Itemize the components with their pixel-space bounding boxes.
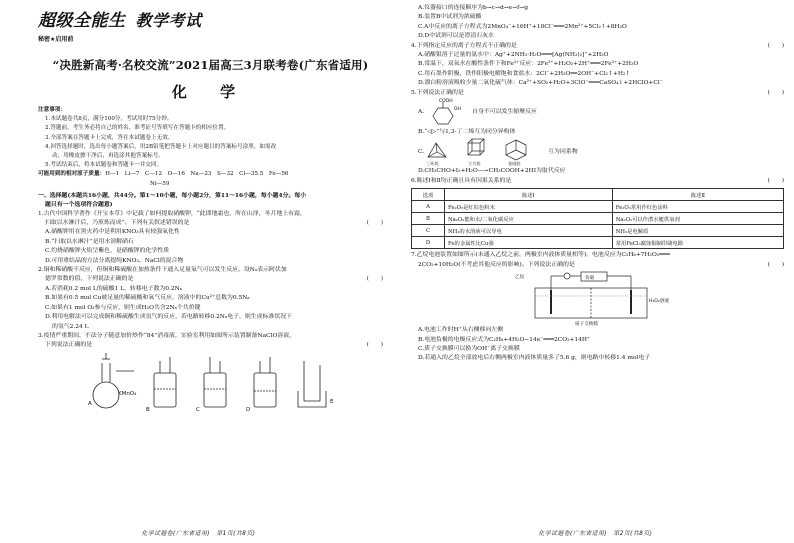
table-row: A Fe₂O₃是红棕色粉末 Fe₂O₃常用作红色涂料 <box>412 201 784 213</box>
brand-subtitle: 教学考试 <box>135 11 202 30</box>
option-label: C. <box>418 148 425 155</box>
atomic-mass-label: 可能用到的相对原子质量： <box>38 171 106 178</box>
note-item: 2.答题前，考生务必将自己的姓名、准考证号等填写在答题卡的相应位置。 <box>45 125 230 132</box>
fig7-label-membrane: 质子交换膜 <box>575 322 598 327</box>
fig-label-c: C <box>196 406 200 413</box>
option: B.电池负极的电极反应式为C₂H₆+4H₂O−14e⁻═══2CO₂+14H⁺ <box>418 336 591 343</box>
svg-text:金刚烷: 金刚烷 <box>508 161 521 167</box>
question-5: 5.下列说法正确的是 ( ) <box>411 89 784 98</box>
flask-a-icon <box>93 382 119 408</box>
table-header-row <box>412 189 784 201</box>
option: C.灼烧硝酸钾火焰呈紫色，是硝酸钾的化学性质 <box>45 248 169 255</box>
subject-title: 化 学 <box>171 83 250 101</box>
option: A.电池工作时H⁺从右侧移向左侧 <box>418 327 504 334</box>
option: B.常温下，双氧水在酸性条件下和Fe²⁺反应：2Fe²⁺+H₂O₂+2H⁺═══2Fe³⁺+2H₂O <box>418 61 639 68</box>
table-row: B Na₂O₂能和水/二氧化碳反应 Na₂O₂可以作潜水艇供氧剂 <box>412 213 784 225</box>
question-4: 4.下列指定反应的离子方程式不正确的是 ( ) <box>411 42 784 51</box>
q6-table <box>411 188 784 249</box>
question-3-cont: 下列说法正确的是 ( ) <box>38 341 383 350</box>
option-cont: 的氢气2.24 L <box>52 323 89 330</box>
question-1-cont: 扫取以水淋汁后，乃煎炼而成”。下列有关叙述错误的是 ( ) <box>38 219 383 228</box>
option: A.仪器接口的连接顺序为b→c→d→e→f→g <box>418 5 528 11</box>
section-heading: 一、选择题(本题共16小题，共44分。第1～10小题，每小题2分，第11～16小题，每小题4分。每小 <box>38 191 307 199</box>
bottle-c-icon <box>204 373 226 407</box>
exam-page-2 <box>397 0 794 543</box>
option: A.硝酸钾用在黑火药中是利用KNO₃具有较强氧化性 <box>45 229 180 236</box>
ammeter-icon <box>564 273 570 279</box>
fig7-label-h2o2: H₂O₂溶液 <box>649 299 669 305</box>
brand-logo-text: 超级全能生 <box>38 11 126 31</box>
option-text: 自身不可以发生缩聚反应 <box>472 109 537 116</box>
bottle-b-icon <box>154 373 176 407</box>
fig7-label-load: 负载 <box>585 276 595 282</box>
option: D.CH₃CHO+I₂+H₂O—→CH₃COOH+2HI为取代反应 <box>418 168 566 175</box>
notes-heading: 注意事项： <box>38 107 66 113</box>
question-7: 7.乙烷电池装置如图所示(未通入乙烷之前，两极室内液体质量相等)，电池反应为C₂H₆+7H₂O₂═══ <box>411 252 670 259</box>
svg-text:三环烷: 三环烷 <box>426 161 439 167</box>
answer-paren: ( ) <box>767 42 784 49</box>
option: B.“扫取以水淋汁”是用水溶解硝石 <box>45 238 134 245</box>
option: D.利用电解法可以完成铜和稀硫酸生成氢气的反应，若电路转移0.2Nₐ电子，则生成标准状况下 <box>45 314 293 321</box>
option: C.质子交换膜可以换为OH⁻离子交换膜 <box>418 345 520 352</box>
answer-paren: ( ) <box>767 89 784 96</box>
option: B.“◁▷”与1,3-丁二烯互为同分异构体 <box>418 129 516 136</box>
option: D.漂白粉溶液吸收少量二氧化硫气体：Ca²⁺+SO₂+H₂O+3ClO⁻═══CaSO₄↓+2HClO+Cl⁻ <box>418 80 663 87</box>
apparatus-figure <box>58 351 388 413</box>
fig7-label-ethane: 乙烷 <box>515 275 525 281</box>
table-header: 陈述Ⅱ <box>612 189 783 201</box>
svg-text:COOH: COOH <box>439 99 453 105</box>
note-item: 动，用橡皮擦干净后，再选涂其他答案标号。 <box>52 153 164 160</box>
option-text: 互为同系物 <box>548 148 578 155</box>
brand-header <box>38 6 383 31</box>
option: D.若通入的乙烷全部放电后右侧两极室内液体质量多了5.6 g，则电路中转移1.4 mol电子 <box>418 355 651 362</box>
option: A.若消耗0.2 mol L的硫酸1 L，转移电子数为0.2Nₐ <box>45 285 183 292</box>
option-label: A. <box>418 109 425 116</box>
option: B.装置B中试剂为浓硫酸 <box>418 14 482 21</box>
option-c-structures <box>411 137 784 167</box>
table-header: 陈述Ⅰ <box>445 189 613 201</box>
svg-text:OH: OH <box>454 107 462 113</box>
bottle-d-icon <box>254 373 276 407</box>
answer-paren: ( ) <box>767 261 784 268</box>
secret-label: 秘密★启用前 <box>38 36 74 43</box>
fig-label-a: A <box>88 400 92 407</box>
table-header: 选项 <box>412 189 445 201</box>
fig-label-d: D <box>246 406 251 413</box>
table-row: D Fe的金属性比Cu强 常用FeCl₃腐蚀铜制印刷电路 <box>412 237 784 249</box>
answer-paren: ( ) <box>366 220 383 227</box>
question-2-cont: 德罗常数的值，下列说法正确的是 ( ) <box>38 275 383 284</box>
atomic-mass-values-2: Ni—59 <box>150 180 170 187</box>
question-6: 6.陈述Ⅰ和Ⅱ均正确且具有因果关系的是 ( ) <box>411 177 784 186</box>
fig-label-e: E <box>330 398 334 405</box>
table-row: C NH₃的水溶液可以导电 NH₃是电解质 <box>412 225 784 237</box>
question-3: 3.疫情严重期间，不法分子随意加价炒作“84”消毒液，实验室利用如图所示装置制备NaClO溶液， <box>38 332 295 339</box>
svg-text:立方烷: 立方烷 <box>468 161 481 167</box>
note-item: 1.本试题卷共8页，满分100分，考试用时75分钟。 <box>45 116 173 123</box>
page-footer: 化学试题卷(广东省适用) 第1页(共8页) <box>141 531 256 537</box>
fig-label-b: B <box>146 406 150 413</box>
note-item: 5.考试结束后，将本试题卷和答题卡一并交回。 <box>45 162 163 169</box>
page-footer: 化学试题卷(广东省适用) 第2页(共8页) <box>538 531 653 537</box>
option: A.硝酸银溶于过量的氨水中：Ag⁺+2NH₃·H₂O═══[Ag(NH₃)₂]⁺+2H₂O <box>418 52 609 59</box>
battery-figure <box>511 270 671 326</box>
question-1: 1.古代中国科学著作《开宝本草》中记载了如何提取硝酸钾，“此即地霜也，所在山泽，冬月地上有霜， <box>38 210 306 217</box>
option: D.可用重结晶的方法分离提纯KNO₃、NaCl的混合物 <box>45 257 184 264</box>
salicylic-structure-icon <box>424 98 464 128</box>
option: D.D中试剂可以是澄清石灰水 <box>418 33 494 40</box>
question-2: 2.铜和稀硝酸不反应，但铜和稀硫酸在加热条件下通入足量氧气可以发生反应。设Nₐ表示阿伏加 <box>38 267 287 274</box>
section-heading-cont: 题只有一个选项符合题意) <box>45 201 113 209</box>
exam-title: “决胜新高考·名校交流”2021届高三3月联考卷(广东省适用) <box>52 58 369 72</box>
option-a-structure <box>411 98 784 128</box>
tube-e-icon <box>304 361 320 401</box>
option: B.如果有0.5 mol Cu被足量的稀硫酸和氧气反应，溶液中的Cu²⁺总数为0.5Nₐ <box>45 295 250 302</box>
option: C.如果有1 mol O₂参与反应，则生成H₂O共含2Nₐ个共价键 <box>45 304 201 311</box>
option: C.用石墨作阴极，铁作阳极电解饱和食盐水：2Cl⁻+2H₂O══2OH⁻+Cl₂↑+H₂↑ <box>418 70 631 77</box>
question-7-cont: 2CO₂+10H₂O(不考虑其他反应的影响)。下列说法正确的是 ( ) <box>411 261 784 270</box>
answer-paren: ( ) <box>366 342 383 349</box>
atomic-mass-values: H—1 Li—7 C—12 O—16 Na—23 S—32 Cl—35.5 Fe—56 <box>105 171 289 178</box>
atomic-mass-line <box>38 170 383 179</box>
notes-list <box>38 115 383 170</box>
option: C.A中反应的离子方程式为2MnO₄⁻+16H⁺+10Cl⁻═══2Mn²⁺+5Cl₂↑+8H₂O <box>418 23 627 30</box>
note-item: 3.全部答案在答题卡上完成，答在本试题卷上无效。 <box>45 134 174 141</box>
fig-label-kmno4: KMnO₄ <box>118 390 137 397</box>
answer-paren: ( ) <box>366 276 383 283</box>
answer-paren: ( ) <box>767 177 784 184</box>
cycloalkane-structures <box>424 137 544 167</box>
note-item: 4.回答选择题时，选出每小题答案后，用2B铅笔把答题卡上对应题目的答案标号涂黑。如需改 <box>45 143 277 150</box>
